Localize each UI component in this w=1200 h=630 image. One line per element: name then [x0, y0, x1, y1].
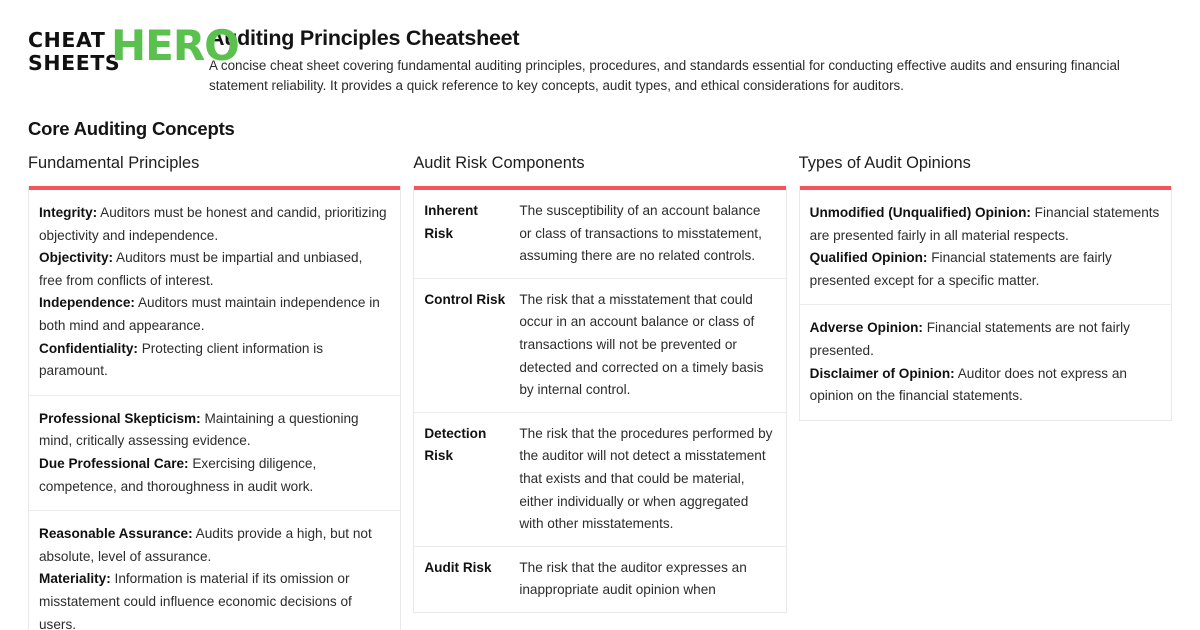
entry-term: Objectivity: [39, 250, 114, 266]
card-group [29, 511, 400, 630]
row-value: The risk that the auditor expresses an inappropriate audit opinion when [519, 559, 747, 598]
entry-text: Financial statements are fairly presented except for a specific matter. [809, 250, 1112, 288]
entry-term: Independence: [39, 295, 135, 311]
list-item [39, 202, 389, 247]
entry-term: Professional Skepticism: [39, 410, 201, 426]
logo-line-cheat: CHEAT [28, 28, 106, 52]
column-title: Audit Risk Components [413, 154, 585, 172]
row-key: Audit Risk [424, 559, 492, 575]
entry-term: Confidentiality: [39, 340, 138, 356]
page-header [28, 0, 1172, 95]
entry-text: Financial statements are not fairly presented. [809, 320, 1130, 358]
section-heading: Core Auditing Concepts [28, 118, 235, 139]
column-types-of-audit-opinions [799, 152, 1172, 421]
card-group [29, 190, 400, 396]
columns-container [28, 152, 1172, 630]
entry-term: Unmodified (Unqualified) Opinion: [809, 205, 1031, 220]
card-fundamental-principles [28, 186, 401, 630]
logo-hero-text: HERO [111, 21, 239, 70]
page-title: Auditing Principles Cheatsheet [209, 26, 520, 50]
row-value: The susceptibility of an account balance or class of transactions to misstatement, assuming there are no related controls. [519, 203, 762, 264]
list-item [39, 292, 389, 337]
header-text-block [209, 24, 1172, 95]
column-title: Fundamental Principles [28, 154, 200, 172]
entry-text: Auditors must be honest and candid, prioritizing objectivity and independence. [39, 205, 387, 243]
list-item [810, 247, 1160, 292]
list-item [39, 568, 389, 630]
table-row [414, 547, 785, 612]
entry-text: Auditors must be impartial and unbiased, free from conflicts of interest. [39, 250, 363, 288]
entry-text: Maintaining a questioning mind, critically assessing evidence. [39, 410, 359, 449]
entry-term: Disclaimer of Opinion: [809, 365, 955, 381]
entry-term: Qualified Opinion: [809, 250, 928, 266]
logo-line-sheets: SHEETS [28, 51, 121, 75]
list-item [39, 408, 389, 453]
column-title: Types of Audit Opinions [798, 154, 971, 172]
page-subtitle: A concise cheat sheet covering fundamental auditing principles, procedures, and standards essential for conducting effective audits and ensuring financial statement reliability. It provides a quick reference to key concepts, audit types, and ethical considerations for auditors. [209, 58, 1120, 93]
entry-term: Adverse Opinion: [809, 320, 923, 336]
entry-text: Exercising diligence, competence, and thoroughness in audit work. [39, 455, 317, 494]
row-key: Detection Risk [424, 425, 487, 464]
table-row [414, 279, 785, 413]
table-row [414, 190, 785, 279]
list-item [39, 338, 389, 383]
entry-text: Financial statements are presented fairly in all material respects. [809, 205, 1160, 243]
entry-term: Integrity: [39, 205, 98, 220]
list-item [39, 453, 389, 498]
list-item [810, 317, 1160, 362]
entry-term: Reasonable Assurance: [39, 526, 193, 542]
row-value: The risk that the procedures performed by the auditor will not detect a misstatement that exists and that could be material, either individually or when aggregated with other misstatements. [519, 425, 773, 532]
entry-text: Audits provide a high, but not absolute, level of assurance. [39, 526, 372, 564]
row-value: The risk that a misstatement that could occur in an account balance or class of transactions will not be prevented or detected and corrected on a timely basis by internal control. [519, 291, 764, 398]
entry-text: Protecting client information is paramount. [39, 340, 324, 379]
card-group [800, 190, 1171, 305]
list-item [810, 363, 1160, 408]
entry-text: Auditors must maintain independence in both mind and appearance. [39, 295, 380, 333]
card-group [800, 305, 1171, 419]
row-key: Inherent Risk [424, 203, 478, 241]
list-item [39, 523, 389, 568]
entry-term: Materiality: [39, 571, 111, 587]
list-item [39, 247, 389, 292]
card-audit-risk-components [413, 186, 786, 613]
card-group [29, 396, 400, 511]
entry-text: Auditor does not express an opinion on the financial statements. [809, 365, 1127, 404]
entry-term: Due Professional Care: [39, 455, 189, 471]
column-fundamental-principles [28, 152, 401, 630]
table-row [414, 413, 785, 547]
column-audit-risk-components [413, 152, 786, 613]
logo-wordmark [28, 21, 239, 75]
brand-logo[interactable] [28, 21, 239, 82]
list-item [810, 202, 1160, 247]
row-key: Control Risk [424, 291, 506, 307]
card-types-of-audit-opinions [799, 186, 1172, 421]
entry-text: Information is material if its omission or misstatement could influence economic decisions of users. [39, 571, 352, 630]
